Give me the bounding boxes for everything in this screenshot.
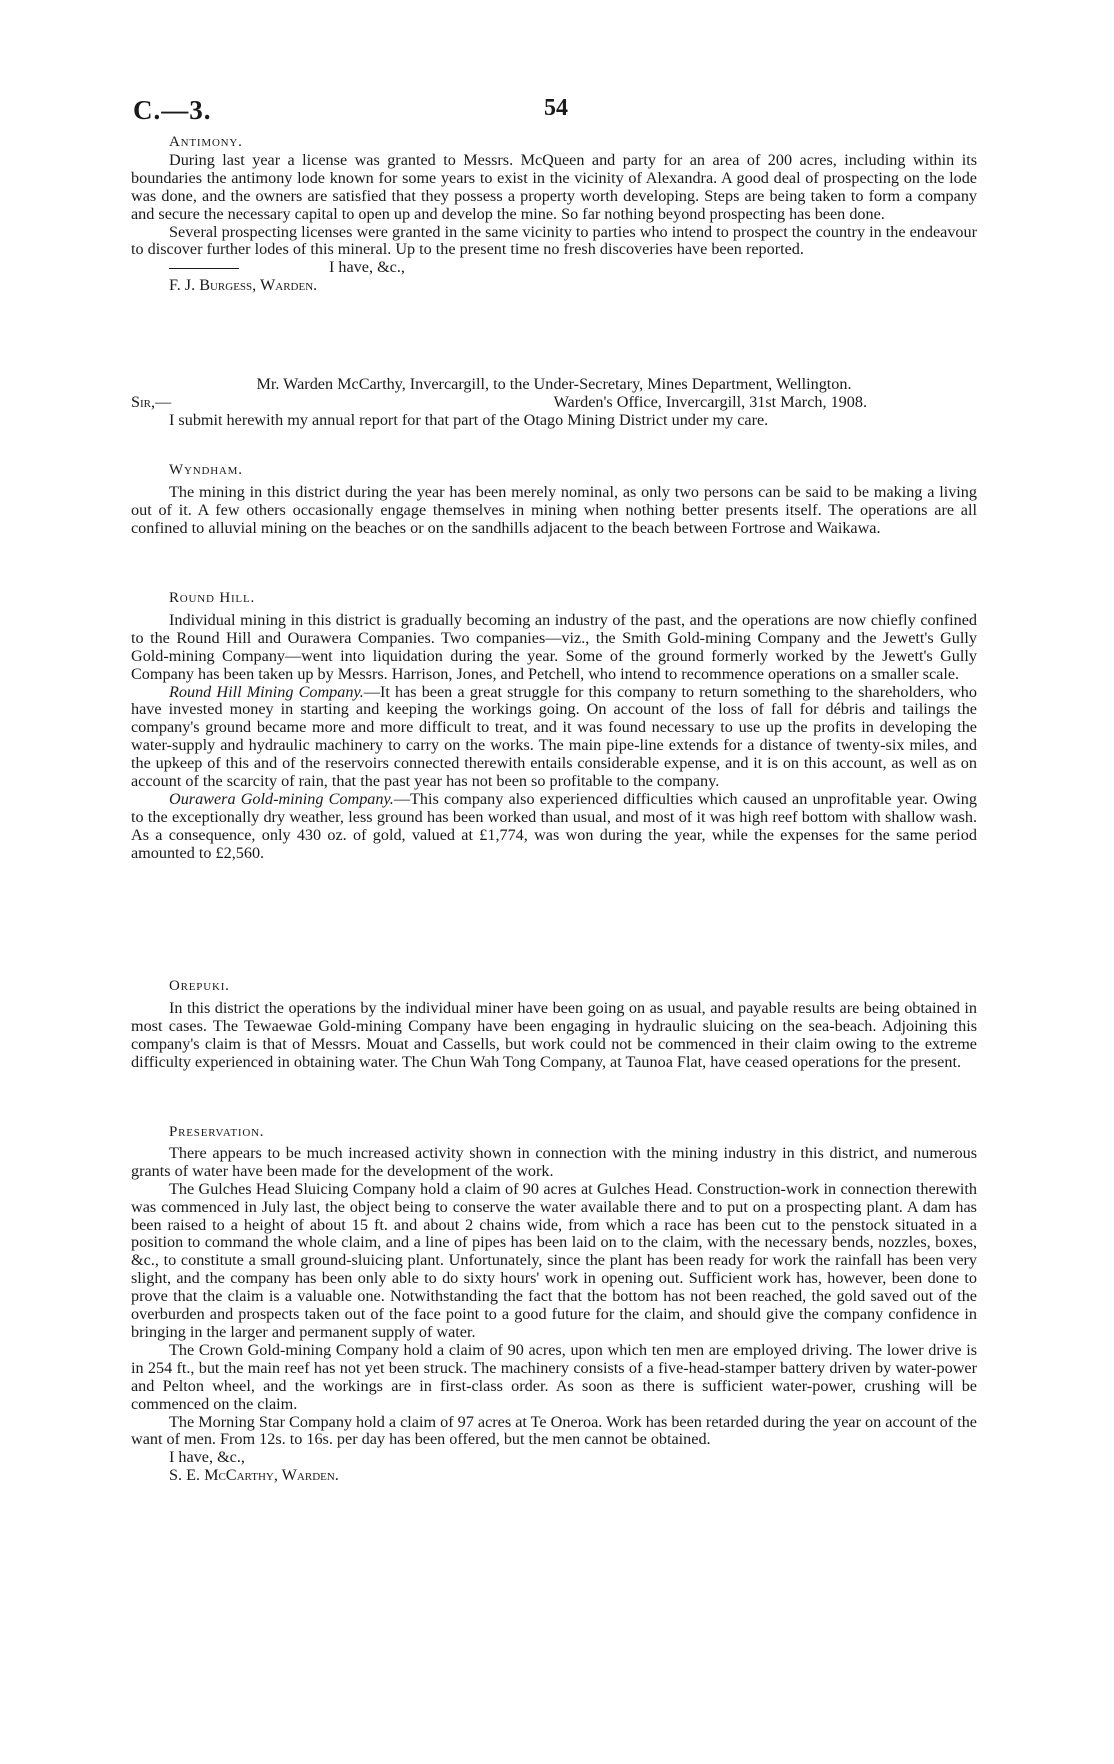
orepuki-heading: Orepuki.	[169, 978, 230, 994]
preservation-paragraph-1: There appears to be much increased activity shown in connection with the mining industry in this district, and numerous grants of water have been made for the development of the work.	[131, 1143, 977, 1180]
document-reference: C.—3.	[133, 95, 212, 125]
round-hill-heading: Round Hill.	[169, 590, 256, 606]
preservation-paragraph-2: The Gulches Head Sluicing Company hold a claim of 90 acres at Gulches Head. Construction-work in connection therewith was commenced in July last, the object being to conserve the water available there and to put on a prospecting plant. A dam has been raised to a height of about 15 ft. and about 2 chains wide, from which a race has been cut to the penstock situated in a position to command the whole claim, and a line of pipes has been laid on to the claim, with the necessary bends, nozzles, boxes, &c., to constitute a small ground-sluicing plant. Unfortunately, since the plant has been ready for work the rainfall has been very slight, and the company has been only able to do sixty hours' work in opening out. Sufficient work has, however, been done to prove that the claim is a valuable one. Notwithstanding the fact that the bottom has not been reached, the gold saved out of the overburden and prospects taken out of the face point to a good future for the claim, and should give the company confidence in bringing in the larger and permanent supply of water.	[131, 1179, 977, 1341]
antimony-paragraph-2: Several prospecting licenses were granted in the same vicinity to parties who intend to prospect the country in the endeavour to discover further lodes of this mineral. Up to the present time no fresh discoveries have been reported.	[131, 222, 977, 259]
ourawera-company-body: —This company also experienced difficulties which caused an unprofitable year. Owing to the exceptionally dry weather, less ground has been worked than usual, and most of it was high reef bottom with shallow wash. As a consequence, only 430 oz. of gold, valued at £1,774, was won during the year, while the expenses for the same period amounted to £2,560.	[131, 789, 977, 862]
letter-salutation: Sir,—	[131, 392, 172, 411]
wyndham-heading: Wyndham.	[169, 462, 243, 478]
preservation-paragraph-3: The Crown Gold-mining Company hold a claim of 90 acres, upon which ten men are employed driving. The lower drive is in 254 ft., but the main reef has not yet been struck. The machinery consists of a five-head-stamper battery driven by water-power and Pelton wheel, and the workings are in first-class order. As soon as there is sufficient water-power, crushing will be commenced on the claim.	[131, 1340, 977, 1413]
page-number: 54	[544, 95, 568, 121]
antimony-closing: I have, &c.,	[131, 259, 977, 277]
letter-dateline: Warden's Office, Invercargill, 31st March, 1908.	[553, 392, 867, 411]
round-hill-company-body: —It has been a great struggle for this company to return something to the shareholders, who have invested money in starting and keeping the workings going. On account of the loss of fall for débris and tailings the company's ground became more and more difficult to treat, and it was found necessary to use up the profits in developing the water-supply and hydraulic machinery to carry on the works. The main pipe-line extends for a distance of twenty-six miles, and the upkeep of this and of the reservoirs connected therewith entails considerable expense, and it is on this account, as well as on account of the scarcity of rain, that the past year has not been so profitable to the company.	[131, 682, 977, 791]
preservation-signature: S. E. McCarthy, Warden.	[169, 1466, 339, 1485]
ourawera-company-paragraph	[131, 791, 977, 863]
round-hill-paragraph-1: Individual mining in this district is gradually becoming an industry of the past, and the operations are now chiefly confined to the Round Hill and Ourawera Companies. Two companies—viz., the Smith Gold-mining Company and the Jewett's Gully Gold-mining Company—went into liquidation during the year. Some of the ground formerly worked by the Jewett's Gully Company has been taken up by Messrs. Harrison, Jones, and Petchell, who intend to recommence operations on a smaller scale.	[131, 610, 977, 683]
antimony-paragraph-1: During last year a license was granted to Messrs. McQueen and party for an area of 200 acres, including within its boundaries the antimony lode known for some years to exist in the vicinity of Alexandra. A good deal of prospecting on the lode was done, and the owners are satisfied that they possess a property worth developing. Steps are being taken to form a company and secure the necessary capital to open up and develop the mine. So far nothing beyond prospecting has been done.	[131, 150, 977, 223]
round-hill-section	[131, 590, 977, 863]
ourawera-company-title: Ourawera Gold-mining Company.	[169, 789, 394, 808]
wyndham-section	[131, 462, 977, 538]
preservation-paragraph-4: The Morning Star Company hold a claim of 97 acres at Te Oneroa. Work has been retarded during the year on account of the want of men. From 12s. to 16s. per day has been offered, but the men cannot be obtained.	[131, 1412, 977, 1449]
round-hill-company-title: Round Hill Mining Company.	[169, 682, 364, 701]
letter-address: Mr. Warden McCarthy, Invercargill, to the Under-Secretary, Mines Department, Wellington.	[256, 375, 852, 393]
preservation-section	[131, 1124, 977, 1485]
antimony-heading: Antimony.	[169, 134, 243, 150]
orepuki-section	[131, 978, 977, 1072]
letter-salutation-row	[131, 394, 977, 412]
antimony-section	[131, 134, 977, 295]
orepuki-paragraph-1: In this district the operations by the individual miner have been going on as usual, and payable results are being obtained in most cases. The Tewaewae Gold-mining Company have been engaging in hydraulic sluicing on the sea-beach. Adjoining this company's claim is that of Messrs. Mouat and Cassells, but work could not be commenced in their claim owing to the extreme difficulty experienced in obtaining water. The Chun Wah Tong Company, at Taunoa Flat, have ceased operations for the present.	[131, 998, 977, 1071]
letter-intro: I submit herewith my annual report for that part of the Otago Mining District under my care.	[169, 410, 769, 429]
preservation-closing: I have, &c.,	[169, 1448, 245, 1467]
antimony-signature: F. J. Burgess, Warden.	[169, 276, 318, 295]
separator-rule	[169, 268, 239, 269]
preservation-heading: Preservation.	[169, 1124, 265, 1140]
round-hill-mining-company-paragraph	[131, 684, 977, 791]
letter-header	[131, 376, 977, 430]
wyndham-paragraph-1: The mining in this district during the year has been merely nominal, as only two persons can be said to be making a living out of it. A few others occasionally engage themselves in mining when nothing better presents itself. The operations are all confined to alluvial mining on the beaches or on the sandhills adjacent to the beach between Fortrose and Waikawa.	[131, 482, 977, 537]
